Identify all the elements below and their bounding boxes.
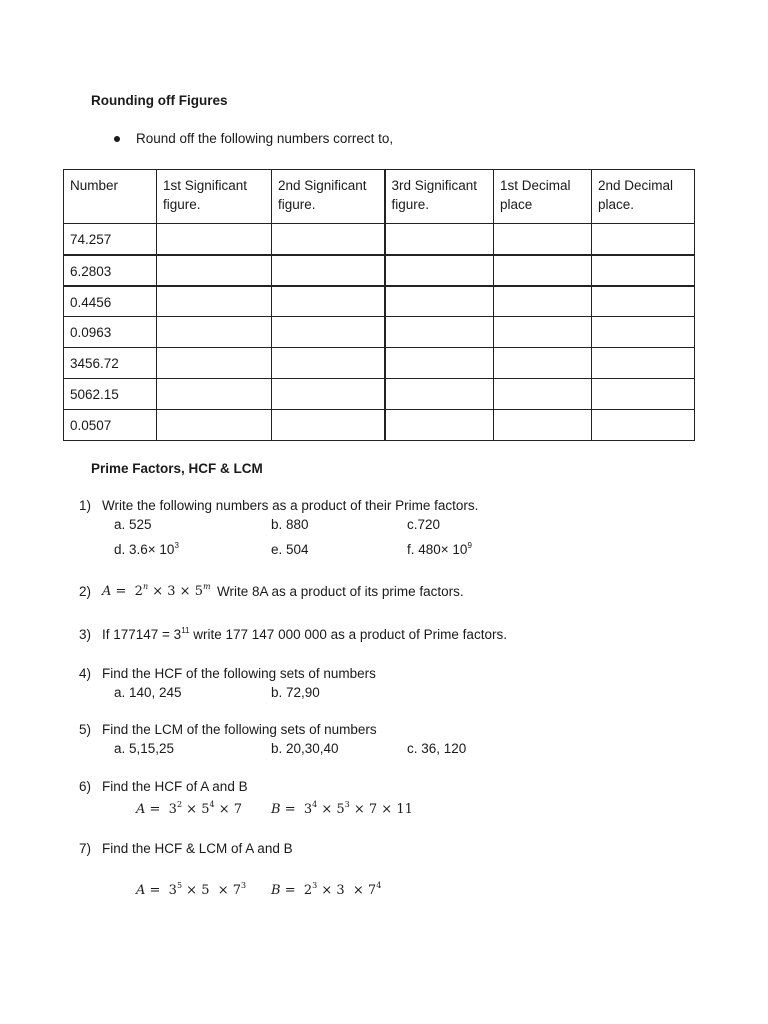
question-text: Find the HCF & LCM of A and B bbox=[102, 841, 293, 856]
answer-cell[interactable] bbox=[494, 379, 592, 410]
answer-cell[interactable] bbox=[157, 286, 272, 317]
question-option: b. 880 bbox=[271, 517, 309, 532]
question-text: Find the HCF of A and B bbox=[102, 779, 248, 794]
answer-cell[interactable] bbox=[272, 224, 385, 255]
question-option: a. 5,15,25 bbox=[114, 741, 175, 756]
table-row bbox=[64, 379, 695, 410]
answer-cell[interactable] bbox=[592, 255, 695, 286]
answer-cell[interactable] bbox=[157, 224, 272, 255]
answer-cell[interactable] bbox=[272, 379, 385, 410]
section-title-rounding: Rounding off Figures bbox=[91, 93, 228, 108]
table-row bbox=[64, 348, 695, 379]
answer-cell[interactable] bbox=[272, 317, 385, 348]
number-cell: 74.257 bbox=[64, 224, 157, 255]
number-cell: 3456.72 bbox=[64, 348, 157, 379]
question-option: b. 72,90 bbox=[271, 685, 320, 700]
answer-cell[interactable] bbox=[592, 286, 695, 317]
question-option: b. 20,30,40 bbox=[271, 741, 339, 756]
rounding-instruction: Round off the following numbers correct to, bbox=[136, 131, 394, 146]
answer-cell[interactable] bbox=[272, 286, 385, 317]
answer-cell[interactable] bbox=[157, 317, 272, 348]
equation-a: $A = 2^n \times 3 \times 5^m$ bbox=[102, 582, 211, 599]
answer-cell[interactable] bbox=[385, 224, 494, 255]
answer-cell[interactable] bbox=[272, 255, 385, 286]
answer-cell[interactable] bbox=[494, 410, 592, 441]
question-text: Find the HCF of the following sets of numbers bbox=[102, 666, 376, 681]
table-header-row bbox=[64, 170, 695, 224]
table-header: 1st Significant figure. bbox=[157, 170, 272, 224]
answer-cell[interactable] bbox=[157, 410, 272, 441]
question-option: e. 504 bbox=[271, 542, 309, 557]
number-cell: 0.0963 bbox=[64, 317, 157, 348]
question-option: f. $480\times 10^9$ bbox=[407, 541, 472, 557]
question-option: c.720 bbox=[407, 517, 441, 532]
answer-cell[interactable] bbox=[272, 348, 385, 379]
table-row bbox=[64, 286, 695, 317]
answer-cell[interactable] bbox=[494, 224, 592, 255]
equation-a: $A = 3^5 \times 5 \times 7^3$ bbox=[136, 881, 247, 898]
rounding-table bbox=[63, 169, 695, 441]
table-header: 1st Decimal place bbox=[494, 170, 592, 224]
answer-cell[interactable] bbox=[272, 410, 385, 441]
question-number: 6) bbox=[79, 779, 92, 794]
question-text: Find the LCM of the following sets of numbers bbox=[102, 722, 377, 737]
answer-cell[interactable] bbox=[157, 379, 272, 410]
answer-cell[interactable] bbox=[157, 255, 272, 286]
question-option: c. 36, 120 bbox=[407, 741, 467, 756]
table-row bbox=[64, 317, 695, 348]
answer-cell[interactable] bbox=[385, 379, 494, 410]
answer-cell[interactable] bbox=[494, 348, 592, 379]
equation-b: $B = 3^4 \times 5^3 \times 7 \times 11$ bbox=[271, 800, 413, 817]
answer-cell[interactable] bbox=[385, 348, 494, 379]
answer-cell[interactable] bbox=[385, 286, 494, 317]
answer-cell[interactable] bbox=[494, 286, 592, 317]
question-number: 3) bbox=[79, 627, 92, 642]
answer-cell[interactable] bbox=[592, 379, 695, 410]
answer-cell[interactable] bbox=[385, 255, 494, 286]
number-cell: 0.0507 bbox=[64, 410, 157, 441]
answer-cell[interactable] bbox=[385, 410, 494, 441]
number-cell: 0.4456 bbox=[64, 286, 157, 317]
answer-cell[interactable] bbox=[494, 255, 592, 286]
table-header: 2nd Decimal place. bbox=[592, 170, 695, 224]
question-option: a. 140, 245 bbox=[114, 685, 182, 700]
table-header: 3rd Significant figure. bbox=[385, 170, 494, 224]
question-option: a. 525 bbox=[114, 517, 152, 532]
question-text: Write the following numbers as a product of their Prime factors. bbox=[102, 498, 479, 513]
answer-cell[interactable] bbox=[592, 348, 695, 379]
question-text: If $177147 = 3^{11}$ write 177 147 000 000 as a product of Prime factors. bbox=[102, 626, 507, 642]
answer-cell[interactable] bbox=[592, 317, 695, 348]
question-number: 1) bbox=[79, 498, 92, 513]
equation-a: $A = 3^2 \times 5^4 \times 7$ bbox=[136, 800, 243, 817]
answer-cell[interactable] bbox=[494, 317, 592, 348]
question-option: d. $3.6\times 10^3$ bbox=[114, 541, 179, 557]
bullet-icon bbox=[114, 136, 120, 142]
answer-cell[interactable] bbox=[157, 348, 272, 379]
answer-cell[interactable] bbox=[592, 410, 695, 441]
table-row bbox=[64, 410, 695, 441]
table-row bbox=[64, 255, 695, 286]
table-row bbox=[64, 224, 695, 255]
answer-cell[interactable] bbox=[385, 317, 494, 348]
table-header: 2nd Significant figure. bbox=[272, 170, 385, 224]
question-number: 5) bbox=[79, 722, 92, 737]
section-title-prime: Prime Factors, HCF & LCM bbox=[91, 461, 263, 476]
question-number: 2) bbox=[79, 584, 92, 599]
equation-b: $B = 2^3 \times 3 \times 7^4$ bbox=[271, 881, 382, 898]
question-text: Write 8A as a product of its prime factors. bbox=[217, 584, 464, 599]
number-cell: 5062.15 bbox=[64, 379, 157, 410]
table-header: Number bbox=[64, 170, 157, 224]
number-cell: 6.2803 bbox=[64, 255, 157, 286]
answer-cell[interactable] bbox=[592, 224, 695, 255]
question-number: 7) bbox=[79, 841, 92, 856]
question-number: 4) bbox=[79, 666, 92, 681]
